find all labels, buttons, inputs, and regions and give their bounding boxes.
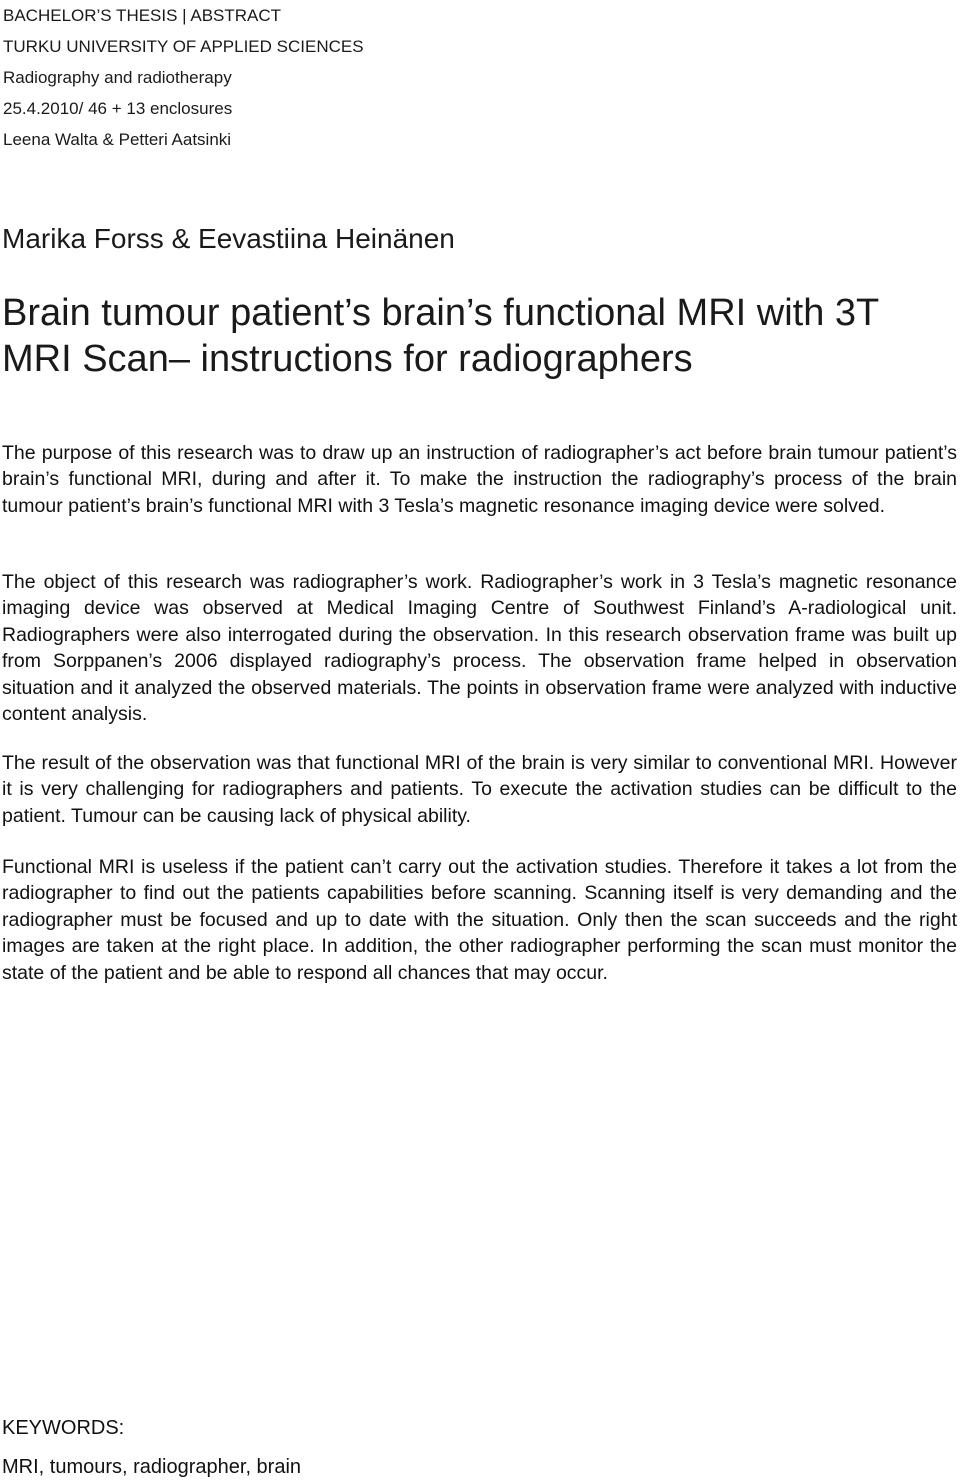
abstract-paragraph-purpose: The purpose of this research was to draw up an instruction of radiographer’s act before brain tumour patient’s brain’s functional MRI, during and after it. To make the instruction the radiography’s process of the brain tumour patient’s brain’s functional MRI with 3 Tesla’s magnetic resonance imaging device were solved.: [2, 442, 957, 517]
university-line: TURKU UNIVERSITY OF APPLIED SCIENCES: [3, 37, 364, 56]
keywords-list: MRI, tumours, radiographer, brain: [2, 1456, 302, 1478]
document-header: [3, 0, 953, 155]
keywords-label: KEYWORDS:: [2, 1417, 125, 1439]
instructors-line: Leena Walta & Petteri Aatsinki: [3, 130, 232, 149]
thesis-title: Brain tumour patient’s brain’s functional MRI with 3T MRI Scan– instructions for radiographers: [2, 292, 879, 380]
abstract-paragraph-object: The object of this research was radiographer’s work. Radiographer’s work in 3 Tesla’s magnetic resonance imaging device was observed at Medical Imaging Centre of Southwest Finland’s A-radiological unit. Radiographers were also interrogated during the observation. In this research observation frame was built up from Sorppanen’s 2006 displayed radiography’s process. The observation frame helped in observation situation and it analyzed the observed materials. The points in observation frame were analyzed with inductive content analysis.: [2, 571, 957, 726]
authors: Marika Forss & Eevastiina Heinänen: [2, 223, 455, 254]
abstract-paragraph-result: The result of the observation was that functional MRI of the brain is very similar to conventional MRI. However it is very challenging for radiographers and patients. To execute the activation studies can be difficult to the patient. Tumour can be causing lack of physical ability.: [2, 752, 957, 827]
abstract-paragraph-conclusion: Functional MRI is useless if the patient can’t carry out the activation studies. Therefore it takes a lot from the radiographer to find out the patients capabilities before scanning. Scanning itself is very demanding and the radiographer must be focused and up to date with the situation. Only then the scan succeeds and the right images are taken at the right place. In addition, the other radiographer performing the scan must monitor the state of the patient and be able to respond all chances that may occur.: [2, 856, 957, 984]
date-pages-line: 25.4.2010/ 46 + 13 enclosures: [3, 99, 233, 118]
degree-programme-line: Radiography and radiotherapy: [3, 68, 232, 87]
thesis-type-line: BACHELOR’S THESIS | ABSTRACT: [3, 6, 282, 25]
